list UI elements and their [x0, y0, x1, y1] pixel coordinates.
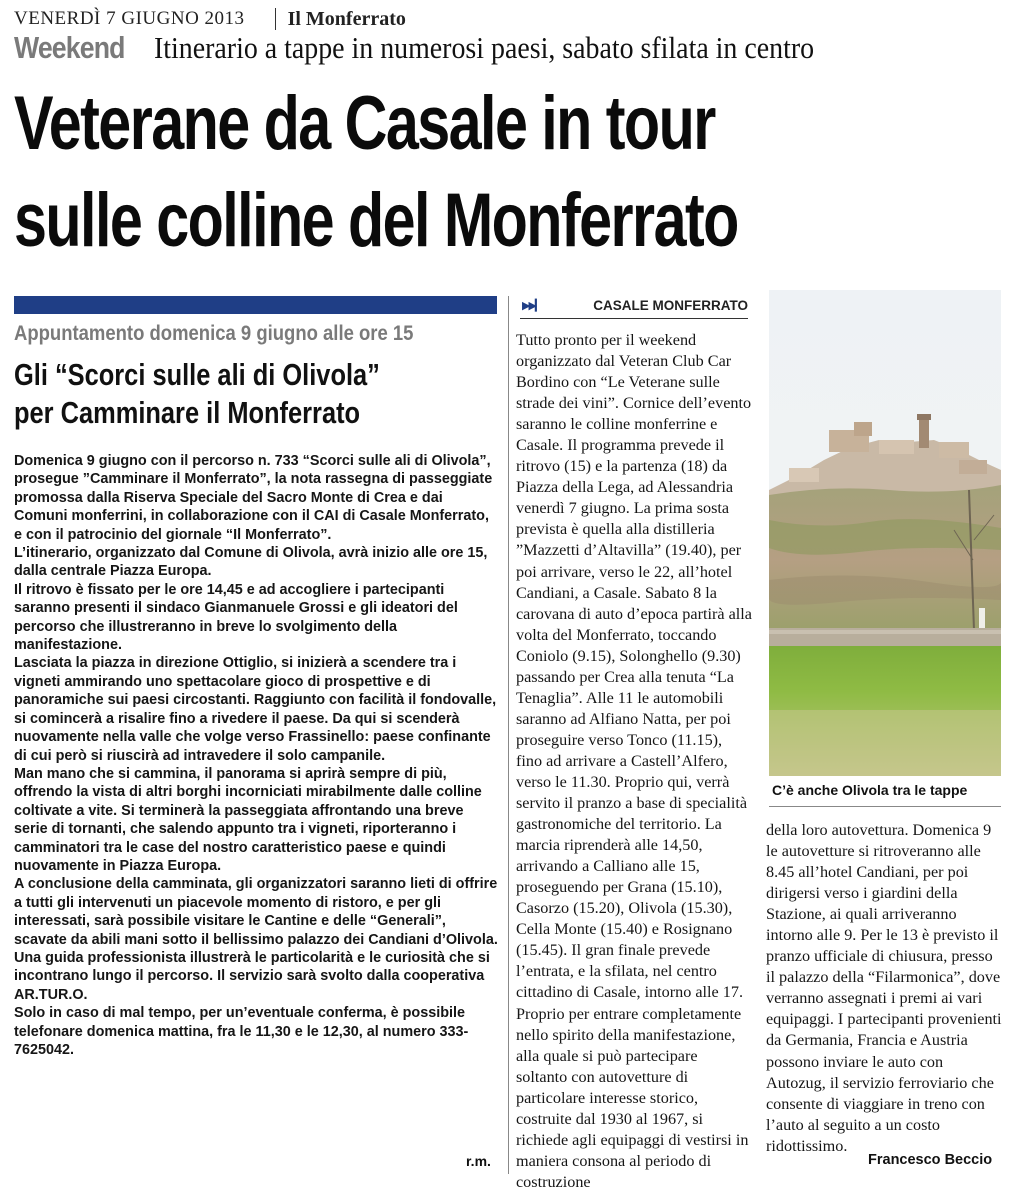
- village-photo: [769, 290, 1001, 776]
- main-article-text: Tutto pronto per il weekend organizzato dal Veteran Club Car Bordino con “Le Veterane sulle strade dei vini”. Cornice dell’evento saranno le colline monferrine e Casale. Il programma prevede il ritrovo (15) e la partenza (18) da Piazza della Lega, ad Alessandria venerdì 7 giugno. La prima sosta prevista è quella alla distilleria ”Mazzetti d’Altavilla” (19.40), per poi arrivare, verso le 22, all’hotel Candiani, a Casale. Sabato 8 la carovana di auto d’epoca partirà alla volta del Monferrato, toccando Coniolo (9.15), Solonghello (9.30) passando per Crea alla tenuta “La Tenaglia”. Alle 11 le automobili saranno ad Alfiano Natta, per poi proseguire verso Tonco (11.15), fino ad arrivare a Castell’Alfero, verso le 11.30. Proprio qui, verrà servito il pranzo a base di specialità gastronomiche del territorio. La marcia riprenderà alle 14,50, arrivando a Calliano alle 15, proseguendo per Grana (15.10), Casorzo (15.20), Olivola (15.30), Cella Monte (15.40) e Rosignano (15.45). Il gran finale prevede l’entrata, e la sfilata, nel centro cittadino di Casale, intorno alle 17. Proprio per entrare completamente nello spirito della manifestazione, alla quale si può partecipare soltanto con autovetture di particolare interesse storico, costruite dal 1930 al 1967, si richiede agli equipaggi di vestirsi in maniera consona al periodo di costruzione: [516, 331, 752, 1191]
- side-article-paragraph: Una guida professionista illustrerà le particolarità e le curiosità che si incontrano lungo il percorso. Il servizio sarà svolto dalla cooperativa AR.TUR.O.: [14, 949, 490, 1003]
- main-article-column-2: [766, 820, 1002, 1157]
- side-article-paragraph: Lasciata la piazza in direzione Ottiglio, si inizierà a scendere tra i vigneti ammirando uno spettacolare gioco di prospettive e di panoramiche sui paesi circostanti. Raggiunto con facilità il fondovalle, si comincerà a risalire fino a rivedere il paese. Da qui si scenderà nuovamente nella valle che volge verso Frassinello: paese confinante di cui però si riuscirà ad intravedere il solo campanile.: [14, 655, 497, 764]
- side-article-paragraph: L’itinerario, organizzato dal Comune di Olivola, avrà inizio alle ore 15, dalla centrale Piazza Europa.: [14, 545, 488, 580]
- issue-date: VENERDÌ 7 GIUGNO 2013: [14, 8, 245, 29]
- masthead: [14, 6, 406, 32]
- kicker: [14, 30, 887, 72]
- headline-line-1: Veterane da Casale in tour: [14, 81, 715, 166]
- side-article-paragraph: Domenica 9 giugno con il percorso n. 733 “Scorci sulle ali di Olivola”, prosegue ”Camminare il Monferrato”, la nota rassegna di passeggiate promossa dalla Riserva Speciale del Sacro Monte di Crea e dai Comuni monferrini, in collaborazione con il CAI di Casale Monferrato, e con il patrocinio del giornale “Il Monferrato”.: [14, 453, 493, 543]
- headline-line-2: sulle colline del Monferrato: [14, 178, 738, 263]
- main-article-signature: Francesco Beccio: [868, 1152, 993, 1168]
- newspaper-name: Il Monferrato: [287, 7, 406, 30]
- side-article-body: [14, 452, 498, 1059]
- section-header: [520, 296, 748, 319]
- kicker-label: Weekend: [14, 30, 125, 65]
- side-article-signature: r.m.: [466, 1153, 491, 1169]
- side-article-paragraph: A conclusione della camminata, gli organizzatori saranno lieti di offrire a tutti gli intervenuti un piacevole momento di ristoro, e per gli interessati, sarà possibile visitare le Cantine e delle “Generali”, scavate da abili mani sotto il bellissimo palazzo dei Candiani d’Olivola.: [14, 876, 498, 948]
- side-article-kicker: Appuntamento domenica 9 giugno alle ore 15: [14, 322, 414, 345]
- kicker-text: Itinerario a tappe in numerosi paesi, sabato sfilata in centro: [154, 30, 815, 65]
- side-article-paragraph: Solo in caso di mal tempo, per un’eventuale conferma, è possibile telefonare domenica mattina, fra le 11,30 e le 12,30, al numero 333-7625042.: [14, 1005, 469, 1058]
- column-divider: [508, 296, 509, 1174]
- caption-rule: [769, 806, 1001, 807]
- side-article-paragraph: Il ritrovo è fissato per le ore 14,45 e ad accogliere i partecipanti saranno presenti il sindaco Gianmanuele Grossi e gli ideatori del percorso che illustreranno in breve lo svolgimento della manifestazione.: [14, 581, 458, 654]
- photo-caption: C’è anche Olivola tra le tappe: [772, 782, 968, 798]
- masthead-divider: [275, 8, 276, 30]
- main-article-column-1: [516, 330, 752, 1193]
- side-article-paragraph: Man mano che si cammina, il panorama si aprirà sempre di più, offrendo la vista di altri borghi incorniciati mirabilmente dalle colline coltivate a vite. Si terminerà la passeggiata affrontando una breve serie di tornanti, che salendo appunto tra i vigneti, riporteranno i camminatori tra le case del nostro caratteristico paese e quindi nuovamente in Piazza Europa.: [14, 765, 482, 874]
- side-article-title-line-2: per Camminare il Monferrato: [14, 395, 361, 430]
- section-color-bar: [14, 296, 497, 314]
- main-article-text: della loro autovettura. Domenica 9 le autovetture si ritroveranno alle 8.45 all’hotel Candiani, per poi dirigersi verso i giardini della Stazione, ai quali arriveranno intorno alle 9. Per le 13 è previsto il pranzo ufficiale di chiusura, presso il palazzo della “Filarmonica”, dove verranno assegnati i premi ai vari equipaggi. I partecipanti provenienti da Germania, Francia e Austria possono inviare le auto con Autozug, il servizio ferroviario che consente di viaggiare in treno con l’auto al seguito a un costo ridottissimo.: [766, 821, 1002, 1155]
- side-article-title-line-1: Gli “Scorci sulle ali di Olivola”: [14, 357, 380, 392]
- section-label: CASALE MONFERRATO: [593, 298, 748, 313]
- section-arrows-icon: ▶▶▎: [522, 299, 542, 312]
